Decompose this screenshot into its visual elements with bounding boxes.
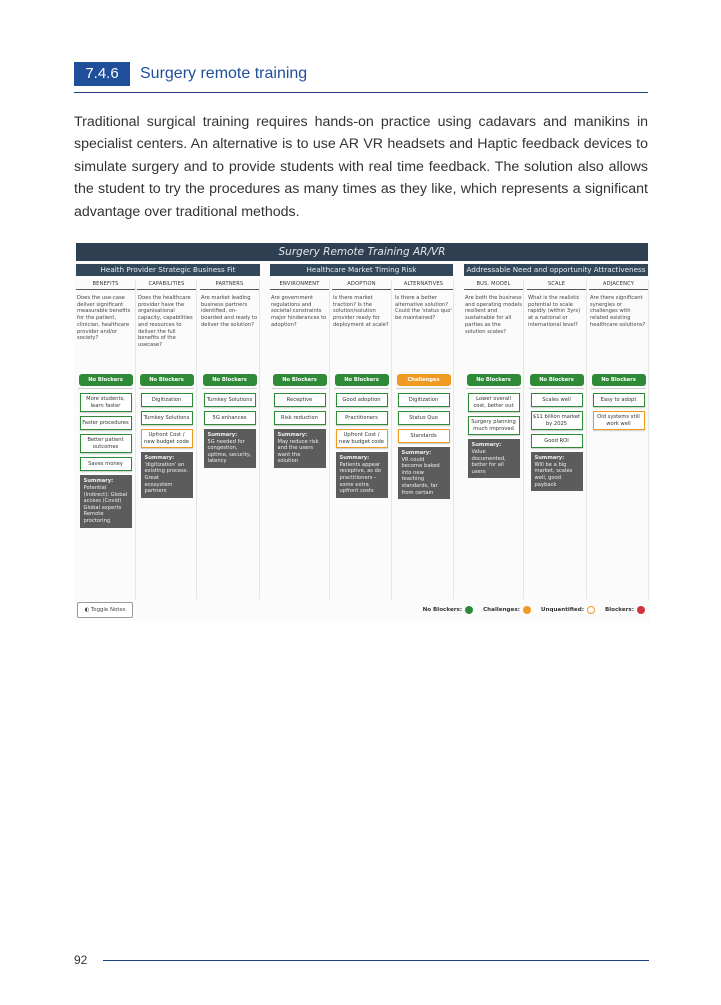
factor-tag[interactable]: Receptive (274, 393, 326, 407)
column-header: ADOPTION (332, 279, 391, 290)
pill-divider (466, 388, 521, 389)
toggle-notes-button[interactable]: ◐ Toggle Notes (77, 602, 133, 618)
column-question: Does the healthcare provider have the organisational capacity, capabilities and resources to deliver the full benefits of the usecase? (138, 295, 193, 348)
legend-item (541, 606, 598, 614)
readiness-figure (74, 243, 650, 621)
status-legend (419, 605, 648, 615)
page-number: 92 (74, 953, 88, 967)
summary-text: May reduce risk and the users want the solution (277, 438, 319, 465)
footer-rule (103, 960, 649, 961)
status-pill[interactable]: No Blockers (592, 374, 646, 386)
factor-tag[interactable]: Standards (398, 429, 450, 443)
factor-tag[interactable]: Upfront Cost / new budget code (336, 429, 388, 448)
factor-tag[interactable]: Old systems still work well (593, 411, 645, 430)
factor-tag[interactable]: More students, learn faster (80, 393, 132, 412)
factor-tag[interactable]: Surgery planning much improved (468, 416, 520, 435)
factor-tag[interactable]: Turnkey Solutions (141, 411, 193, 425)
column-question: Are there significant synergies or challenges with related existing healthcare solutions? (590, 295, 646, 328)
column-question: Are both the business and operating models resilient and sustainable for all parties as the solution scales? (465, 295, 522, 335)
column-question: Is there market traction? Is the solution/solution provider ready for deployment at scale? (333, 295, 389, 328)
legend-label: Blockers: (604, 607, 634, 613)
column-partners (200, 279, 260, 599)
column-question: Are market leading business partners identified, on-boarded and ready to deliver the solution? (201, 295, 258, 328)
section-title: Surgery remote training (140, 65, 308, 82)
summary-text: Patients appear receptive, as do practitioners – some extra upfront costs (339, 461, 382, 495)
summary-note (80, 475, 132, 527)
legend-dot-icon (637, 606, 645, 614)
legend-label: No Blockers: (422, 607, 463, 613)
pill-divider (396, 388, 451, 389)
factor-tag[interactable]: Good adoption (336, 393, 388, 407)
legend-label: Unquantified: (540, 607, 584, 613)
column-header: SCALE (527, 279, 586, 290)
column-header: ADJACENCY (589, 279, 648, 290)
status-pill[interactable]: No Blockers (335, 374, 389, 386)
factor-tag[interactable]: Status Quo (398, 411, 450, 425)
figure-title: Surgery Remote Training AR/VR (76, 243, 648, 261)
column-scale (527, 279, 587, 599)
group-header-timing: Healthcare Market Timing Risk (270, 264, 453, 276)
factor-tag[interactable]: Upfront Cost / new budget code (141, 429, 193, 448)
summary-text: Will be a big market, scales well, good payback (534, 461, 573, 488)
pill-divider (334, 388, 389, 389)
summary-note (468, 439, 520, 478)
column-question: Does the use-case deliver significant measurable benefits for the patient, clinician, healthcare provider and/or society? (77, 295, 131, 342)
column-capabilities (137, 279, 197, 599)
column-bus-model (464, 279, 524, 599)
legend-item (605, 606, 648, 614)
column-environment (270, 279, 330, 599)
status-pill[interactable]: No Blockers (79, 374, 133, 386)
factor-tag[interactable]: Easy to adopt (593, 393, 645, 407)
column-header: BENEFITS (76, 279, 135, 290)
summary-note (274, 429, 326, 468)
column-question: Is there a better alternative solution? Could the 'status quo' be maintained? (395, 295, 452, 322)
factor-tag[interactable]: Good ROI (531, 434, 583, 448)
factor-tag[interactable]: 5G enhances (204, 411, 256, 425)
status-pill[interactable]: No Blockers (273, 374, 327, 386)
factor-tag[interactable]: Digitization (141, 393, 193, 407)
legend-item (423, 606, 477, 614)
legend-dot-icon (465, 606, 473, 614)
summary-text: Value documented, better for all users (471, 448, 506, 475)
factor-tag[interactable]: Practitioners (336, 411, 388, 425)
group-header-fit: Health Provider Strategic Business Fit (76, 264, 260, 276)
factor-tag[interactable]: Scales well (531, 393, 583, 407)
status-pill[interactable]: No Blockers (203, 374, 257, 386)
summary-note (398, 447, 450, 499)
summary-text: Potential (Indirect): Global access (Covid) Global experts Remote proctoring (83, 484, 128, 524)
summary-label: Summary: (339, 455, 370, 462)
summary-note (204, 429, 256, 468)
column-header: BUS. MODEL (464, 279, 523, 290)
summary-label: Summary: (534, 455, 565, 462)
factor-tag[interactable]: Better patient outcomes (80, 434, 132, 453)
column-benefits (76, 279, 136, 599)
section-number: 7.4.6 (74, 62, 130, 86)
column-header: CAPABILITIES (137, 279, 196, 290)
status-pill[interactable]: No Blockers (140, 374, 194, 386)
factor-tag[interactable]: $11 billion market by 2025 (531, 411, 583, 430)
summary-note (141, 452, 193, 498)
pill-divider (529, 388, 584, 389)
pill-divider (139, 388, 194, 389)
column-header: ENVIRONMENT (270, 279, 329, 290)
column-alternatives (394, 279, 454, 599)
pill-divider (202, 388, 257, 389)
column-question: Are government regulations and societal constraints major hinderances to adoption? (271, 295, 327, 328)
column-header: ALTERNATIVES (394, 279, 453, 290)
factor-tag[interactable]: Faster procedures (80, 416, 132, 430)
column-adoption (332, 279, 392, 599)
pill-divider (591, 388, 646, 389)
legend-label: Challenges: (483, 607, 520, 613)
factor-tag[interactable]: Turnkey Solutions (204, 393, 256, 407)
summary-label: Summary: (144, 455, 175, 462)
legend-dot-icon (587, 606, 595, 614)
summary-text: 5G needed for congestion, uptime, security, latency (207, 438, 252, 465)
summary-label: Summary: (207, 432, 238, 438)
summary-text: VR could become baked into new teaching standards, far from certain (401, 456, 440, 496)
factor-tag[interactable]: Saves money (80, 457, 132, 471)
summary-label: Summary: (83, 478, 114, 485)
column-question: What is the realistic potential to scale rapidly (within 3yrs) at a national or international level? (528, 295, 581, 328)
factor-tag[interactable]: Lower overall cost, better out (468, 393, 520, 412)
legend-item (483, 606, 534, 614)
section-heading (74, 62, 648, 93)
summary-text: 'digitization' an existing process. Great ecosystem partners (144, 461, 189, 495)
group-header-attractiveness: Addressable Need and opportunity Attractiveness (464, 264, 648, 276)
pill-divider (272, 388, 327, 389)
status-pill[interactable]: Challenges (397, 374, 451, 386)
factor-tag[interactable]: Risk reduction (274, 411, 326, 425)
column-adjacency (589, 279, 649, 599)
factor-tag[interactable]: Digitization (398, 393, 450, 407)
summary-label: Summary: (401, 450, 432, 456)
column-header: PARTNERS (200, 279, 259, 290)
summary-note (531, 452, 583, 491)
legend-dot-icon (523, 606, 531, 614)
intro-paragraph: Traditional surgical training requires hands-on practice using cadavars and manikins in specialist centers. An alternative is to use AR VR headsets and Haptic feedback devices to simulate surgery and to provide students with real time feedback. The solution also allows the student to try the procedures as many times as they like, which represents a significant advantage over traditional methods. (74, 114, 648, 220)
summary-label: Summary: (277, 432, 308, 438)
pill-divider (78, 388, 133, 389)
summary-label: Summary: (471, 442, 502, 449)
summary-note (336, 452, 388, 498)
status-pill[interactable]: No Blockers (530, 374, 584, 386)
status-pill[interactable]: No Blockers (467, 374, 521, 386)
